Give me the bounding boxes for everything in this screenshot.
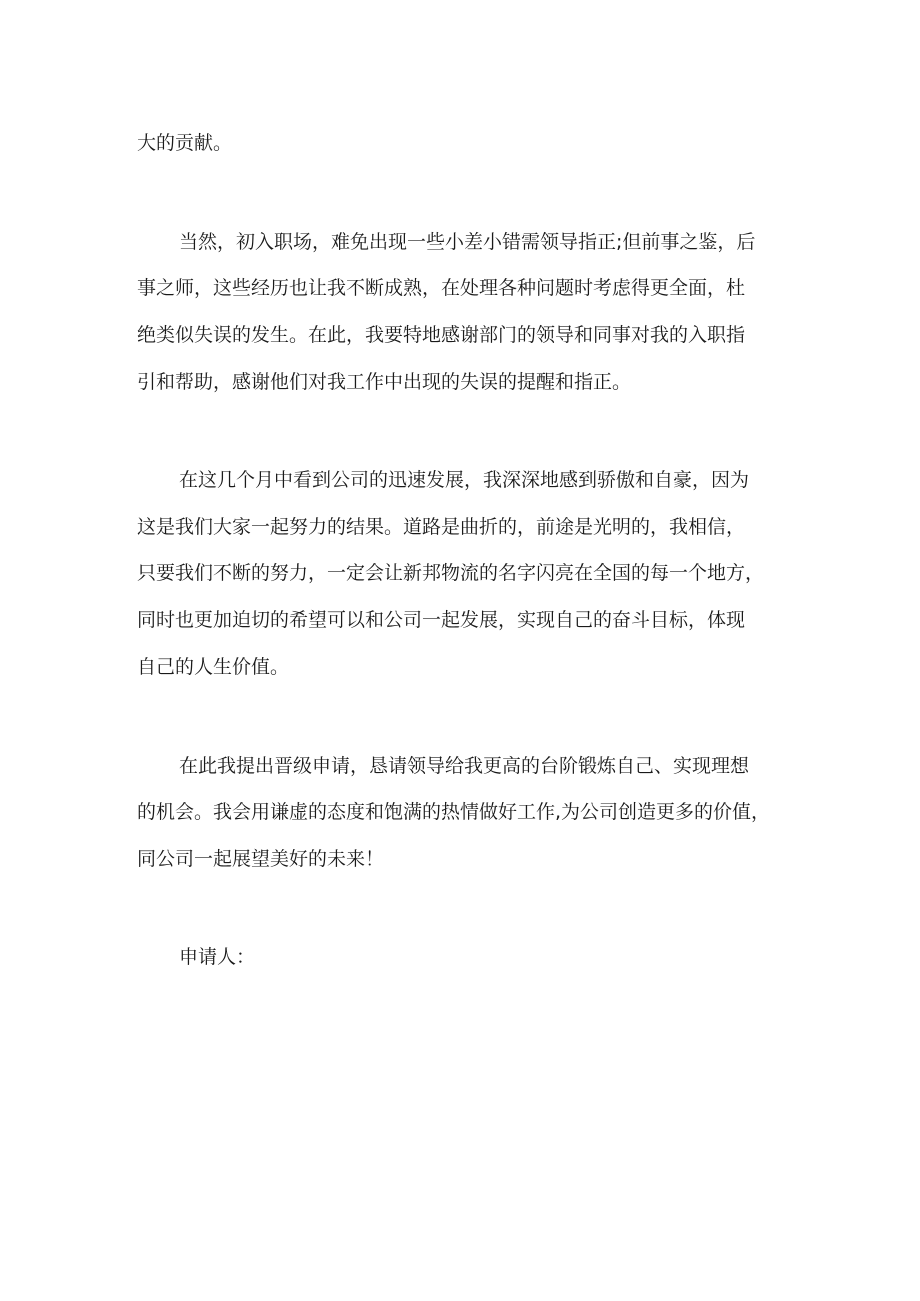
paragraph-line: 当然，初入职场，难免出现一些小差小错需领导指正;但前事之鉴，后	[179, 231, 756, 253]
paragraph-line: 在此我提出晋级申请，恳请领导给我更高的台阶锻炼自己、实现理想	[179, 755, 750, 777]
paragraph-line: 这是我们大家一起努力的结果。道路是曲折的，前途是光明的，我相信，	[137, 516, 746, 538]
paragraph-line: 引和帮助，感谢他们对我工作中出现的失误的提醒和指正。	[137, 371, 632, 393]
paragraph-line: 大的贡献。	[137, 132, 233, 154]
signature-label: 申请人：	[179, 946, 256, 968]
paragraph-line: 在这几个月中看到公司的迅速发展，我深深地感到骄傲和自豪，因为	[179, 469, 750, 491]
paragraph-line: 事之师，这些经历也让我不断成熟，在处理各种问题时考虑得更全面，杜	[137, 277, 746, 299]
paragraph-line: 自己的人生价值。	[137, 656, 290, 678]
paragraph-line: 绝类似失误的发生。在此，我要特地感谢部门的领导和同事对我的入职指	[137, 324, 746, 346]
paragraph-line: 只要我们不断的努力，一定会让新邦物流的名字闪亮在全国的每一个地方，	[137, 562, 765, 584]
paragraph-line: 同时也更加迫切的希望可以和公司一起发展，实现自己的奋斗目标，体现	[137, 609, 746, 631]
paragraph-line: 同公司一起展望美好的未来！	[137, 848, 385, 870]
paragraph-line: 的机会。我会用谦虚的态度和饱满的热情做好工作,为公司创造更多的价值，	[137, 801, 771, 823]
